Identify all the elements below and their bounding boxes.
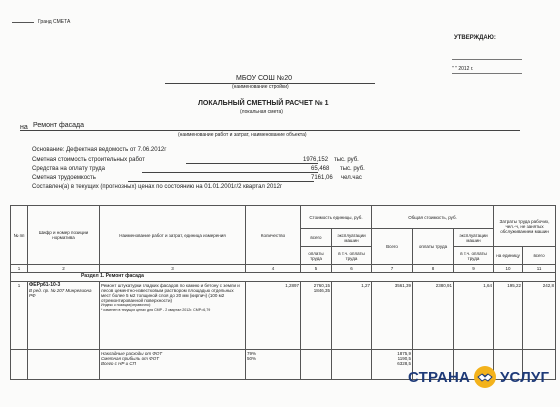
row-qty: 1,2897 [246, 282, 301, 350]
estimate-table [10, 205, 556, 380]
total-wages-header: оплаты труда [413, 229, 454, 265]
wages-value: 65,468 [311, 166, 330, 172]
col-qty-header: Количество [246, 206, 301, 265]
row-no: 1 [11, 282, 28, 350]
row-unit-total: 2760,15 [313, 283, 330, 288]
total-all-header: Всего [372, 229, 413, 265]
section-row [11, 273, 556, 282]
col-unitcost-header: Стоимость единицы, руб. [301, 206, 372, 229]
row-unit-mach: 1,27 [332, 282, 372, 350]
approve-label: УТВЕРЖДАЮ: [454, 35, 496, 41]
doc-title: ЛОКАЛЬНЫЙ СМЕТНЫЙ РАСЧЕТ № 1 [198, 100, 329, 107]
cost-unit: тыс. руб. [334, 157, 359, 163]
col-totalcost-header: Общая стоимость, руб. [372, 206, 494, 229]
program-caption: Гранд СМЕТА [38, 19, 71, 25]
col-num: 2 [28, 265, 100, 273]
header-rule [12, 22, 34, 23]
row-labor-total: 242,8 [523, 282, 556, 350]
prices-text: Составлен(а) в текущих (прогнозных) ценах по состоянию на 01.01.2001г/2 квартал 2012г [32, 184, 283, 190]
col-num: 5 [301, 265, 332, 273]
row-labor-unit: 195,22 [494, 282, 523, 350]
profit-value: 1190,5 [397, 356, 411, 361]
row-unit-total-b: 1846,35 [313, 288, 330, 293]
section-title: Раздел 1. Ремонт фасада [11, 273, 556, 282]
row-total: 3561,39 [372, 282, 413, 350]
doc-caption: (локальная смета) [240, 109, 283, 115]
column-numbers-row [11, 265, 556, 273]
col-num: 9 [454, 265, 494, 273]
col-code-header: Шифр и номер позиции норматива [28, 206, 100, 265]
wages-unit: тыс. руб. [340, 166, 365, 172]
work-name: Ремонт фасада [33, 122, 84, 129]
signature-line [452, 59, 522, 60]
row-code-cell [28, 282, 100, 350]
total-mach-wages-header: в т.ч. оплаты труда [454, 247, 494, 265]
handshake-icon [474, 366, 496, 388]
logo-word-2: УСЛУГ [500, 368, 550, 386]
row-wages: 2380,91 [413, 282, 454, 350]
row-name: Ремонт штукатурки гладких фасадов по камню и бетону с земли и лесов цементно-известковым раствором площадью отдельных мест более 5 м2 толщиной слоя до 20 мм (кирпич) (100 м2 отремонтированной поверхности) [101, 283, 240, 303]
col-num: 3 [100, 265, 246, 273]
total-label: Всего с НР и СП [101, 361, 136, 366]
col-no-header: № пп [11, 206, 28, 265]
overhead-label: Накладные расходы от ФОТ [101, 351, 163, 356]
labor-total-header: всего [523, 247, 556, 265]
work-caption: (наименование работ и затрат, наименование объекта) [178, 132, 307, 138]
overhead-pct: 79% [247, 351, 257, 356]
labor-underline [128, 181, 314, 182]
cost-label: Сметная стоимость строительных работ [32, 157, 145, 163]
org-name: МБОУ СОШ №20 [236, 75, 293, 82]
pct-cell [246, 350, 301, 380]
work-underline [20, 130, 520, 131]
table-row [11, 282, 556, 350]
labor-label: Сметная трудоемкость [32, 175, 96, 181]
profit-pct: 50% [247, 356, 257, 361]
cost-underline [186, 163, 318, 164]
basis-text: Основание: Дефектная ведомость от 7.06.2012г [32, 147, 167, 153]
unit-mach-header: эксплуатации машин [332, 229, 372, 247]
total-value: 6328,5 [397, 361, 411, 366]
labor-unit-header: на единицу [494, 247, 523, 265]
cost-value: 1976,152 [303, 157, 329, 163]
wages-underline [142, 172, 318, 173]
watermark-logo [408, 366, 549, 388]
wages-label: Средства на оплату труда [32, 166, 105, 172]
row-code-note: В ред. пр. № 207 Минрегиона РФ [29, 288, 92, 298]
row-name-note2: * изменен в текущих ценах для СМР - 2 квартал 2012г. СМР=6,79 [101, 308, 211, 312]
work-prefix: на [20, 124, 28, 131]
overhead-cell [100, 350, 246, 380]
sum-cell [372, 350, 413, 380]
row-name-note: Индекс к позиции(справочно): [101, 303, 152, 307]
col-num: 4 [246, 265, 301, 273]
col-labor-header: Затраты труда рабочих, чел.-ч, не занятых обслуживанием машин [494, 206, 556, 247]
col-num: 8 [413, 265, 454, 273]
profit-label: Сметная прибыль от ФОТ [101, 356, 159, 361]
col-num: 7 [372, 265, 413, 273]
logo-word-1: СТРАНА [408, 368, 471, 386]
row-code: ФЕРр61-10-3 [29, 282, 61, 288]
col-num: 10 [494, 265, 523, 273]
col-name-header: Наименование работ и затрат, единица измерения [100, 206, 246, 265]
labor-value: 7161,06 [311, 175, 333, 181]
overhead-value: 1875,9 [397, 351, 411, 356]
unit-mach-wages-header: в т.ч. оплаты труда [332, 247, 372, 265]
date-line [452, 73, 522, 74]
col-num: 1 [11, 265, 28, 273]
labor-unit: чел.час [341, 175, 362, 181]
org-caption: (наименование стройки) [232, 84, 289, 90]
row-name-cell [100, 282, 246, 350]
col-num: 6 [332, 265, 372, 273]
unit-wages-header: оплаты труда [301, 247, 332, 265]
total-mach-header: эксплуатации машин [454, 229, 494, 247]
approve-date: " " 2012 г. [452, 66, 474, 72]
row-mach: 1,64 [454, 282, 494, 350]
unit-total-header: всего [301, 229, 332, 247]
row-unit-total-cell [301, 282, 332, 350]
col-num: 11 [523, 265, 556, 273]
